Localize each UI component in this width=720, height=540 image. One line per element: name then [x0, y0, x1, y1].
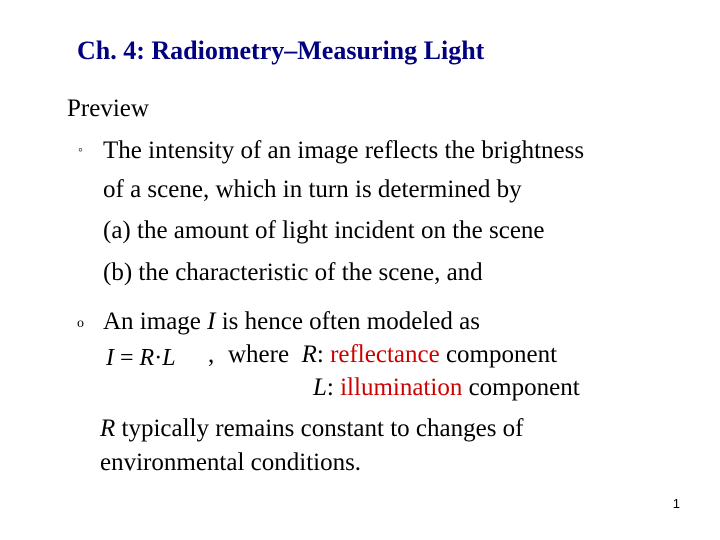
item1-line2: of a scene, which in turn is determined by — [103, 176, 522, 203]
equation — [106, 343, 176, 373]
var-L: L — [313, 374, 327, 401]
eq-L: L — [162, 345, 176, 371]
eq-I: I — [106, 345, 114, 371]
eq-dot: · — [154, 345, 163, 371]
item2-line3 — [313, 373, 580, 403]
eq-R: R — [139, 345, 155, 371]
item2-line1-a: An image — [103, 308, 208, 335]
item1-line3: (a) the amount of light incident on the scene — [103, 217, 545, 244]
colon-2: : — [326, 374, 341, 401]
bullet-2-icon: o — [77, 316, 84, 331]
component-1: component — [439, 341, 558, 368]
section-heading: Preview — [67, 95, 149, 122]
bullet-1-icon: ◦ — [78, 143, 83, 158]
reflectance-term: reflectance — [330, 341, 440, 368]
var-R-2: R — [100, 415, 116, 442]
item2-line1-b: is hence often modeled as — [215, 308, 480, 335]
slide-title: Ch. 4: Radiometry–Measuring Light — [77, 36, 485, 65]
where-label: where — [228, 341, 290, 368]
item1-line4: (b) the characteristic of the scene, and — [103, 259, 483, 286]
item2-line5: environmental conditions. — [100, 449, 362, 476]
item2-line2 — [228, 340, 557, 370]
page-number: 1 — [672, 496, 680, 511]
item2-var-I: I — [207, 308, 216, 335]
colon-1: : — [316, 341, 331, 368]
item2-line4-text: typically remains constant to changes of — [115, 415, 524, 442]
eq-equals: = — [120, 345, 134, 371]
component-2: component — [462, 374, 580, 401]
illumination-term: illumination — [340, 374, 463, 401]
item1-line1: The intensity of an image reflects the brightness — [103, 137, 585, 164]
where-comma: , — [208, 341, 215, 368]
item2-line4 — [100, 414, 524, 444]
item2-line1 — [103, 307, 480, 337]
var-R: R — [301, 341, 317, 368]
